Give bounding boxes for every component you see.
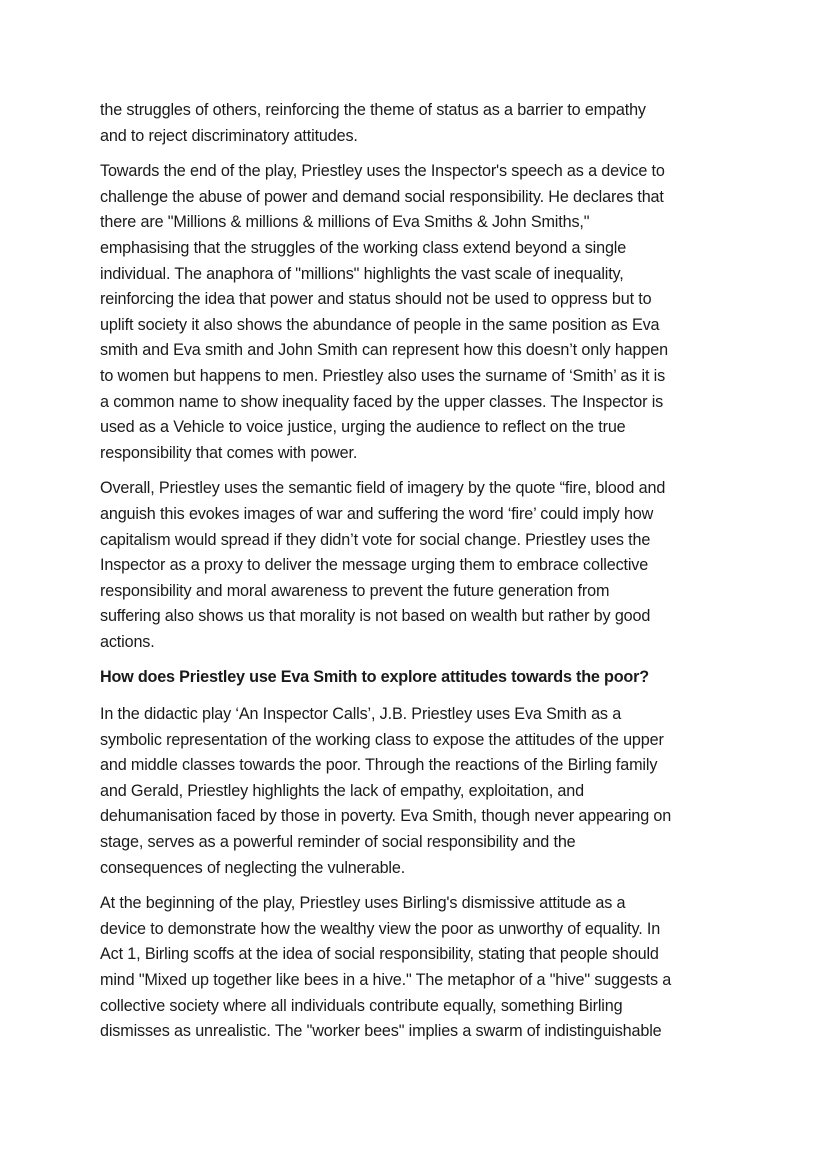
document-page: [100, 98, 740, 1055]
text-line: smith and Eva smith and John Smith can represent how this doesn’t only happen: [100, 341, 668, 360]
paragraph-inspector-speech: [100, 159, 740, 466]
text-line: Towards the end of the play, Priestley uses the Inspector's speech as a device to: [100, 162, 665, 181]
text-line: responsibility and moral awareness to prevent the future generation from: [100, 581, 610, 600]
text-line: used as a Vehicle to voice justice, urging the audience to reflect on the true: [100, 418, 626, 437]
text-line: mind "Mixed up together like bees in a hive." The metaphor of a "hive" suggests a: [100, 971, 672, 989]
text-line: anguish this evokes images of war and suffering the word ‘fire’ could imply how: [100, 504, 654, 523]
text-line: a common name to show inequality faced by the upper classes. The Inspector is: [100, 392, 664, 411]
essay-question-heading: How does Priestley use Eva Smith to explore attitudes towards the poor?: [100, 668, 649, 687]
text-line: Inspector as a proxy to deliver the message urging them to embrace collective: [100, 556, 649, 575]
text-line: consequences of neglecting the vulnerable.: [100, 858, 406, 877]
paragraph-status-barrier-conclusion: [100, 98, 740, 149]
text-line: At the beginning of the play, Priestley uses Birling's dismissive attitude as a: [100, 894, 626, 913]
text-line: Overall, Priestley uses the semantic field of imagery by the quote “fire, blood and: [100, 479, 666, 498]
text-line: and middle classes towards the poor. Through the reactions of the Birling family: [100, 756, 658, 775]
text-line: device to demonstrate how the wealthy view the poor as unworthy of equality. In: [100, 919, 661, 938]
text-line: capitalism would spread if they didn’t vote for social change. Priestley uses the: [100, 530, 651, 549]
text-line: dehumanisation faced by those in poverty. Eva Smith, though never appearing on: [100, 807, 672, 826]
text-line: symbolic representation of the working class to expose the attitudes of the upper: [100, 730, 664, 749]
text-line: actions.: [100, 632, 155, 651]
text-line: to women but happens to men. Priestley also uses the surname of ‘Smith’ as it is: [100, 366, 666, 385]
text-line: emphasising that the struggles of the working class extend beyond a single: [100, 238, 627, 257]
text-line: Act 1, Birling scoffs at the idea of social responsibility, stating that people should: [100, 945, 659, 964]
text-line: dismisses as unrealistic. The "worker bees" implies a swarm of indistinguishable: [100, 1022, 662, 1041]
text-line: suffering also shows us that morality is not based on wealth but rather by good: [100, 607, 651, 626]
text-line: there are "Millions & millions & millions of Eva Smiths & John Smiths,": [100, 213, 590, 232]
text-line: and Gerald, Priestley highlights the lack of empathy, exploitation, and: [100, 781, 584, 800]
paragraph-overall-conclusion: [100, 476, 740, 655]
text-line: stage, serves as a powerful reminder of social responsibility and the: [100, 833, 576, 852]
text-line: challenge the abuse of power and demand social responsibility. He declares that: [100, 187, 664, 206]
text-line: uplift society it also shows the abundance of people in the same position as Eva: [100, 315, 660, 334]
text-line: the struggles of others, reinforcing the theme of status as a barrier to empathy: [100, 101, 646, 119]
text-line: and to reject discriminatory attitudes.: [100, 126, 358, 145]
text-line: In the didactic play ‘An Inspector Calls’, J.B. Priestley uses Eva Smith as a: [100, 705, 622, 724]
text-line: reinforcing the idea that power and status should not be used to oppress but to: [100, 290, 652, 309]
text-line: responsibility that comes with power.: [100, 443, 358, 462]
paragraph-introduction: [100, 702, 740, 881]
text-line: individual. The anaphora of "millions" highlights the vast scale of inequality,: [100, 264, 624, 283]
text-line: collective society where all individuals contribute equally, something Birling: [100, 996, 623, 1015]
paragraph-birling-attitude: [100, 891, 740, 1045]
